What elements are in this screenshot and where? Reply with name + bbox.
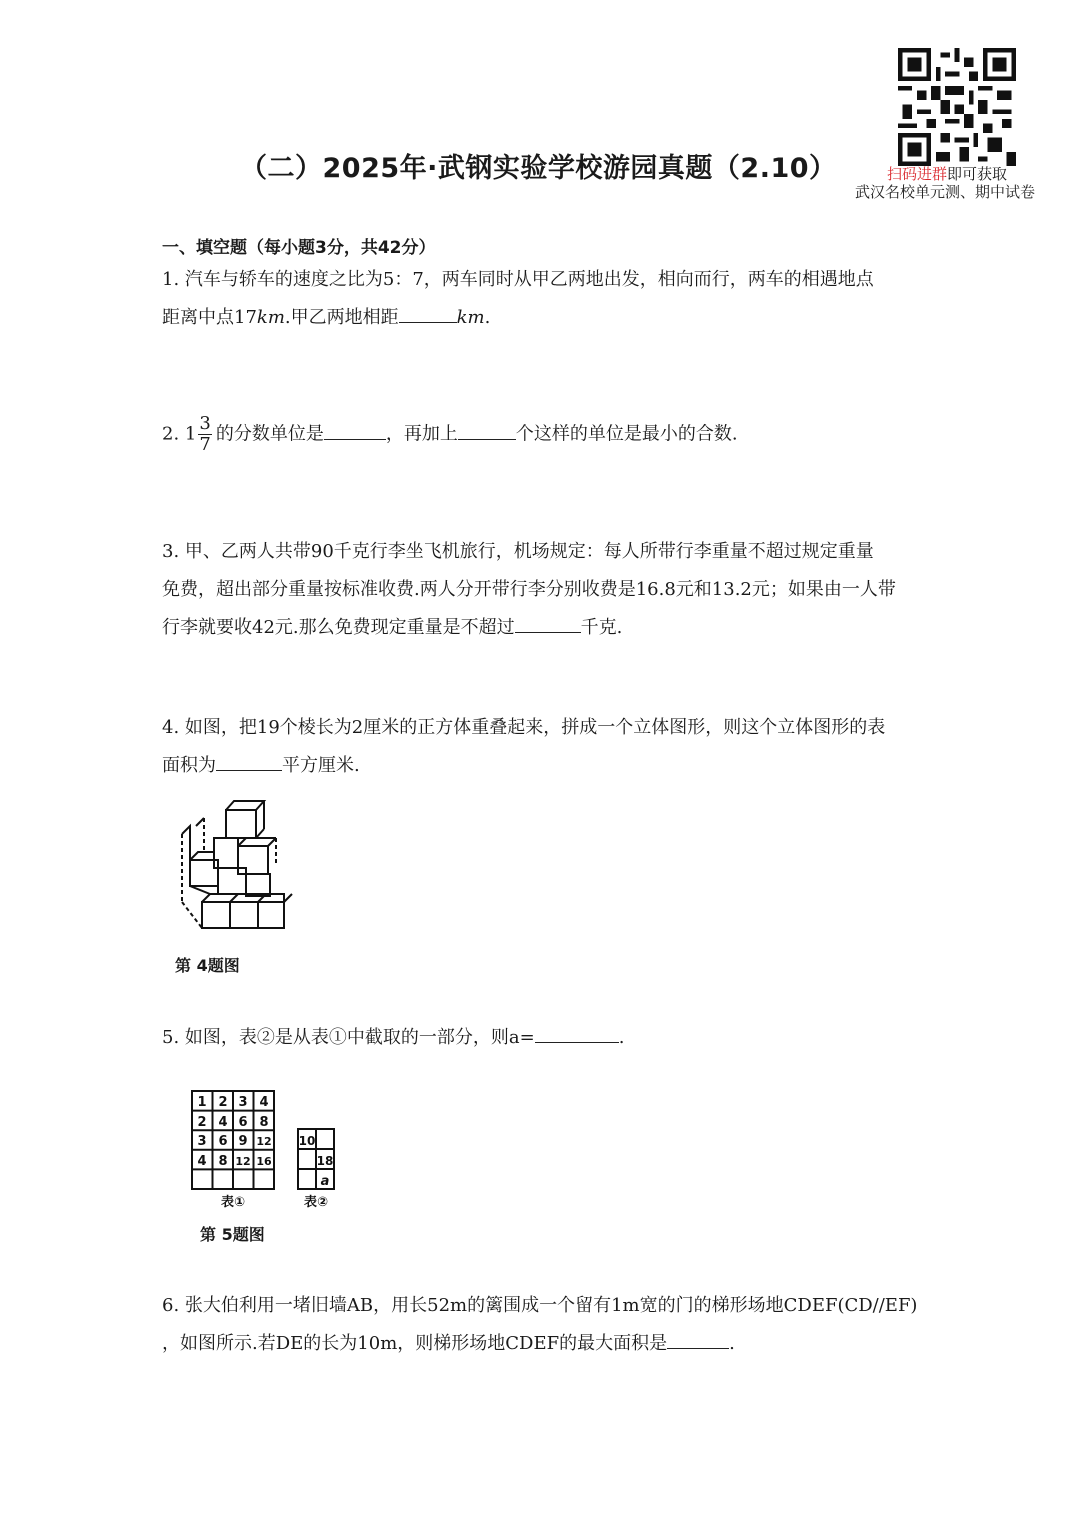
t1-cell: 3: [197, 1134, 207, 1149]
table-2-label: 表②: [303, 1195, 329, 1210]
q1-unit-1: km: [256, 307, 285, 328]
question-1: [162, 261, 932, 337]
q3-text-a: 行李就要收42元.那么免费现定重量是不超过: [162, 617, 515, 638]
q3-line-1: 3. 甲、乙两人共带90千克行李坐飞机旅行，机场规定：每人所带行李重量不超过规定重量: [162, 541, 874, 562]
promo-line-2: 武汉名校单元测、期中试卷: [855, 183, 1036, 201]
q2-text-a: 的分数单位是: [215, 423, 324, 445]
q3-line-2: 免费，超出部分重量按标准收费.两人分开带行李分别收费是16.8元和13.2元；如果由一人带: [162, 579, 896, 600]
q1-unit-2: km: [456, 307, 485, 328]
q2-text-c: 个这样的单位是最小的合数.: [515, 423, 738, 445]
q4-cube-figure: [168, 798, 298, 938]
t1-cell: 4: [259, 1095, 269, 1110]
table-1-label: 表①: [220, 1195, 246, 1210]
question-5: [162, 1019, 932, 1057]
q4-line-1: 4. 如图，把19个棱长为2厘米的正方体重叠起来，拼成一个立体图形，则这个立体图形的表: [162, 717, 886, 738]
q5-tables-figure: [188, 1087, 348, 1212]
t1-cell: 3: [238, 1095, 248, 1110]
t1-cell: 9: [238, 1134, 248, 1149]
t1-cell: 12: [256, 1135, 272, 1148]
q4-line-2: [162, 747, 932, 785]
question-3: [162, 533, 932, 647]
q4-caption: 第 4题图: [175, 956, 240, 975]
q5-caption: 第 5题图: [200, 1225, 265, 1244]
page-title: （二）2025年·武钢实验学校游园真题（2.10）: [240, 153, 837, 184]
q2-answer-blank-1[interactable]: [324, 421, 386, 440]
q2-denominator: 7: [199, 434, 211, 455]
q6-text-a: ，如图所示.若DE的长为10m，则梯形场地CDEF的最大面积是: [162, 1333, 668, 1354]
q2-numerator: 3: [199, 413, 211, 434]
q5-end: .: [618, 1027, 625, 1048]
q2-fraction: [198, 414, 211, 455]
q2-whole: 1: [184, 423, 197, 445]
promo-highlight: 扫码进群: [887, 165, 948, 183]
t1-cell: 16: [256, 1155, 272, 1168]
t1-cell: 2: [218, 1095, 228, 1110]
t1-cell: 1: [197, 1095, 207, 1110]
q1-text-a: 距离中点17: [162, 307, 257, 328]
t1-cell: 4: [218, 1115, 228, 1130]
section-heading: 一、填空题（每小题3分，共42分）: [162, 238, 436, 258]
q1-text-b: .甲乙两地相距: [284, 307, 399, 328]
q5-answer-blank[interactable]: [535, 1024, 619, 1043]
t1-cell: 12: [235, 1155, 251, 1168]
q1-answer-blank[interactable]: [399, 304, 457, 323]
q4-text-b: 平方厘米.: [282, 755, 360, 776]
q6-answer-blank[interactable]: [667, 1330, 729, 1349]
t1-cell: 6: [238, 1115, 248, 1130]
question-4: [162, 709, 932, 785]
question-2: [162, 414, 932, 455]
q6-end: .: [729, 1333, 735, 1354]
q6-line-1: 6. 张大伯利用一堵旧墙AB，用长52m的篱围成一个留有1m宽的门的梯形场地CDEF(CD//EF): [162, 1295, 918, 1316]
q3-line-3: [162, 609, 932, 647]
t1-cell: 2: [197, 1115, 207, 1130]
q4-answer-blank[interactable]: [216, 752, 282, 771]
t1-cell: 8: [218, 1154, 228, 1169]
q5-text-a: 5. 如图，表②是从表①中截取的一部分，则a=: [162, 1027, 535, 1048]
t1-cell: 8: [259, 1115, 269, 1130]
q4-text-a: 面积为: [162, 755, 216, 776]
t2-cell: 10: [298, 1134, 316, 1148]
q1-end: .: [484, 307, 491, 328]
t2-cell: 18: [316, 1154, 334, 1168]
q1-line-2: [162, 299, 932, 337]
q2-number: 2.: [162, 423, 180, 445]
q2-answer-blank-2[interactable]: [458, 421, 516, 440]
t1-cell: 4: [197, 1154, 207, 1169]
q3-text-b: 千克.: [580, 617, 623, 638]
q6-line-2: [162, 1325, 962, 1363]
t2-cell: a: [320, 1174, 330, 1189]
qr-code-icon[interactable]: [898, 48, 1016, 166]
q2-text-b: ，再加上: [385, 423, 458, 445]
promo-rest: 即可获取: [947, 165, 1008, 183]
t1-cell: 6: [218, 1134, 228, 1149]
q3-answer-blank[interactable]: [515, 614, 581, 633]
q1-line-1: 1. 汽车与轿车的速度之比为5：7，两车同时从甲乙两地出发，相向而行，两车的相遇地点: [162, 269, 874, 290]
question-6: [162, 1287, 962, 1363]
